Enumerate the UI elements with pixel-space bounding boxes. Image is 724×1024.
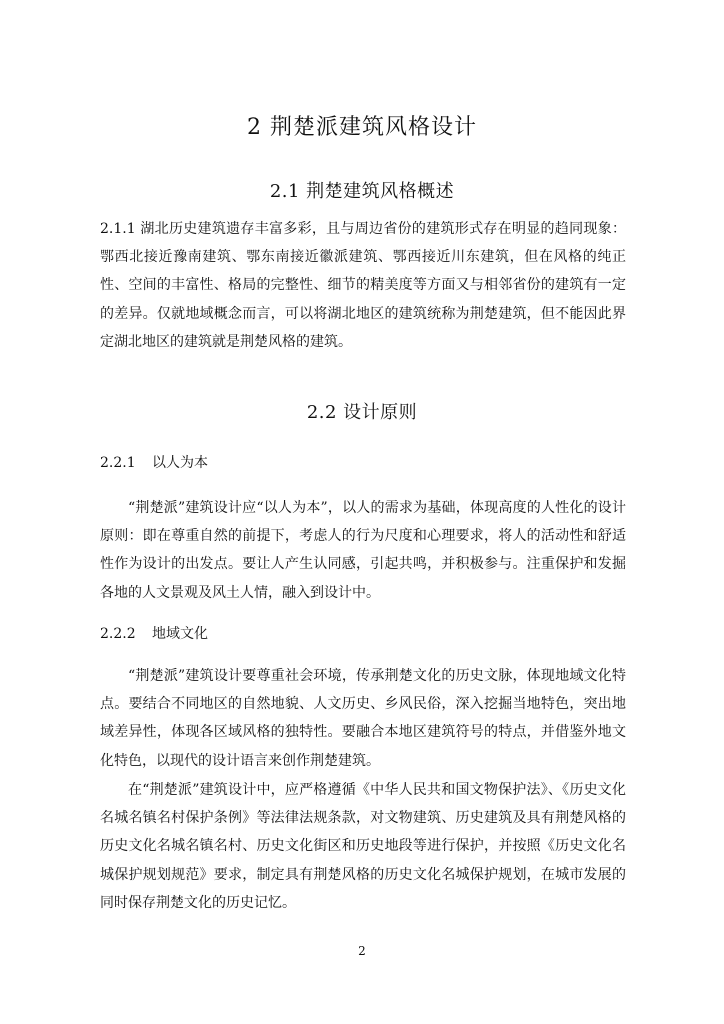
subsection-heading-2-2-1 [100,452,208,472]
paragraph-2-2-2-b: 在“荆楚派”建筑设计中，应严格遵循《中华人民共和国文物保护法》、《历史文化名城名镇名村保护条例》等法律法规条款，对文物建筑、历史建筑及具有荆楚风格的历史文化名城名镇名村、历史文化街区和历史地段等进行保护，并按照《历史文化名城保护规划规范》要求，制定具有荆楚风格的历史文化名城保护规划，在城市发展的同时保存荆楚文化的历史记忆。 [100,782,626,911]
paragraph-2-1-1: 2.1.1 湖北历史建筑遗存丰富多彩，且与周边省份的建筑形式存在明显的趋同现象：鄂西北接近豫南建筑、鄂东南接近徽派建筑、鄂西接近川东建筑，但在风格的纯正性、空间的丰富性、格局的完整性、细节的精美度等方面又与相邻省份的建筑有一定的差异。仅就地域概念而言，可以将湖北地区的建筑统称为荆楚建筑，但不能因此界定湖北地区的建筑就是荆楚风格的建筑。 [100,221,626,350]
section-title-2-2: 2.2 设计原则 [306,402,418,423]
paragraph-2-2-1: “荆楚派”建筑设计应“以人为本”，以人的需求为基础，体现高度的人性化的设计原则：即在尊重自然的前提下，考虑人的行为尺度和心理要求，将人的活动性和舒适性作为设计的出发点。要让人产生认同感，引起共鸣，并积极参与。注重保护和发掘各地的人文景观及风土人情，融入到设计中。 [100,500,626,601]
paragraph-2-2-2-a: “荆楚派”建筑设计要尊重社会环境，传承荆楚文化的历史文脉，体现地域文化特点。要结合不同地区的自然地貌、人文历史、乡风民俗，深入挖掘当地特色，突出地域差异性，体现各区域风格的独特性。要融合本地区建筑符号的特点，并借鉴外地文化特色，以现代的设计语言来创作荆楚建筑。 [100,668,626,769]
subsection-heading-2-2-2 [100,623,208,643]
subsection-number: 2.2.2 [100,626,136,642]
subsection-number: 2.2.1 [100,455,136,471]
page-number: 2 [358,944,366,958]
subsection-title: 以人为本 [152,455,208,471]
subsection-title: 地域文化 [152,626,208,642]
section-title-2-1: 2.1 荆楚建筑风格概述 [269,181,455,202]
chapter-title: 2 荆楚派建筑风格设计 [247,115,477,140]
